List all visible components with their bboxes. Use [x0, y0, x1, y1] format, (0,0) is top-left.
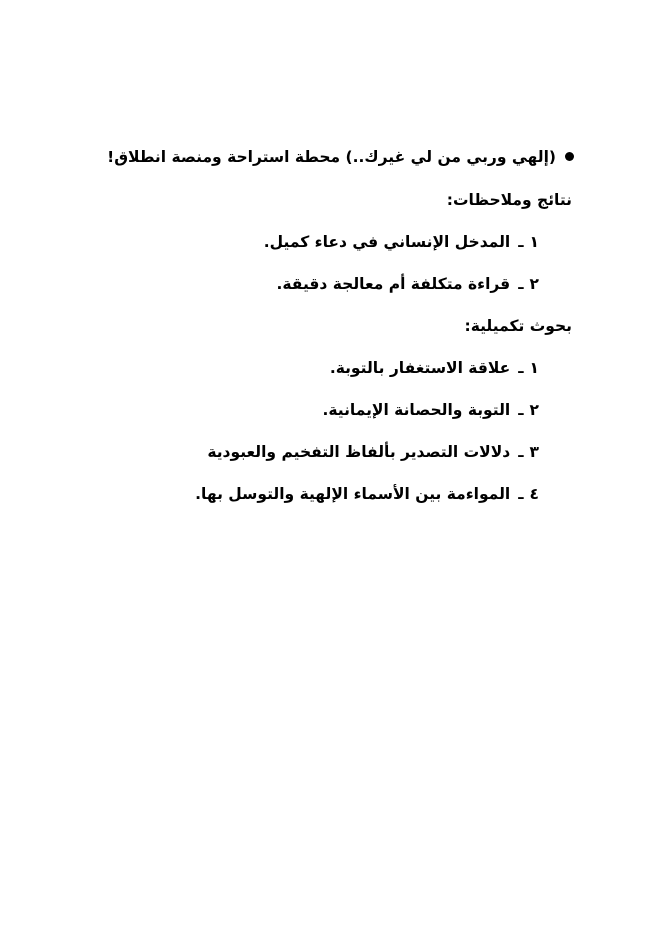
- item-text: المواءمة بين الأسماء الإلهية والتوسل بها.: [195, 485, 511, 503]
- item-dash: ـ: [518, 401, 524, 419]
- bullet-text: (إلهي وربي من لي غيرك..) محطة استراحة ومنصة انطلاق!: [107, 148, 556, 166]
- item-text: التوبة والحصانة الإيمانية.: [322, 401, 511, 419]
- item-number: ١: [529, 233, 539, 251]
- results-heading: نتائج وملاحظات:: [446, 191, 572, 209]
- item-dash: ـ: [518, 443, 524, 461]
- results-item-2: [277, 272, 539, 296]
- item-text: علاقة الاستغفار بالتوبة.: [329, 359, 511, 377]
- bullet-line: [107, 145, 574, 169]
- item-dash: ـ: [518, 359, 524, 377]
- item-text: دلالات التصدير بألفاظ التفخيم والعبودية: [207, 443, 511, 461]
- research-item-2: [322, 398, 539, 422]
- item-number: ٣: [529, 443, 539, 461]
- research-item-1: [330, 356, 539, 380]
- item-number: ٤: [529, 485, 539, 503]
- research-item-3: [207, 440, 539, 464]
- item-text: قراءة متكلفة أم معالجة دقيقة.: [276, 275, 511, 293]
- results-item-1: [264, 230, 539, 254]
- item-text: المدخل الإنساني في دعاء كميل.: [263, 233, 511, 251]
- research-item-4: [195, 482, 539, 506]
- item-number: ٢: [529, 401, 539, 419]
- item-dash: ـ: [518, 275, 524, 293]
- research-heading: بحوث تكميلية:: [464, 317, 572, 335]
- bullet-dot-icon: [565, 152, 574, 161]
- item-number: ١: [529, 359, 539, 377]
- item-number: ٢: [529, 275, 539, 293]
- item-dash: ـ: [518, 485, 524, 503]
- item-dash: ـ: [518, 233, 524, 251]
